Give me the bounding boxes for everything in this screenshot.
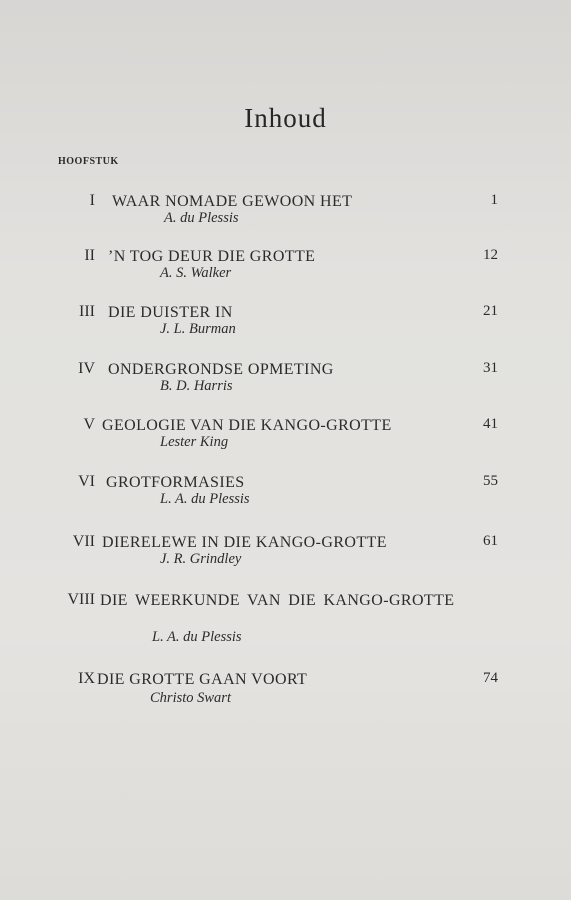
chapter-number: III xyxy=(79,303,95,320)
chapter-title: DIE GROTTE GAAN VOORT xyxy=(97,671,308,688)
chapter-number: IV xyxy=(78,360,95,377)
chapter-number: II xyxy=(84,247,95,264)
page-number: 55 xyxy=(483,473,498,489)
chapter-title: GEOLOGIE VAN DIE KANGO-GROTTE xyxy=(102,417,392,434)
page-number: 74 xyxy=(483,670,498,686)
section-label: HOOFSTUK xyxy=(58,156,119,167)
chapter-author: J. L. Burman xyxy=(160,321,236,337)
page-number: 1 xyxy=(490,192,498,208)
chapter-number: VII xyxy=(72,533,95,550)
chapter-title: ’N TOG DEUR DIE GROTTE xyxy=(108,248,316,265)
chapter-title: DIERELEWE IN DIE KANGO-GROTTE xyxy=(102,534,387,551)
chapter-title: DIE WEERKUNDE VAN DIE KANGO-GROTTE xyxy=(100,592,455,609)
chapter-number: IX xyxy=(78,670,95,687)
chapter-number: V xyxy=(83,416,95,433)
chapter-number: VI xyxy=(78,473,95,490)
chapter-title: ONDERGRONDSE OPMETING xyxy=(108,361,334,378)
chapter-title: DIE DUISTER IN xyxy=(108,304,233,321)
page-number: 41 xyxy=(483,416,498,432)
chapter-author: A. du Plessis xyxy=(164,210,239,226)
page-number: 61 xyxy=(483,533,498,549)
chapter-author: A. S. Walker xyxy=(160,265,232,281)
page-number: 21 xyxy=(483,303,498,319)
chapter-author: L. A. du Plessis xyxy=(152,629,242,645)
page-number: 31 xyxy=(483,360,498,376)
chapter-author: B. D. Harris xyxy=(160,378,233,394)
page-title: Inhoud xyxy=(244,103,327,133)
chapter-author: L. A. du Plessis xyxy=(160,491,250,507)
page-number: 12 xyxy=(483,247,498,263)
chapter-title: WAAR NOMADE GEWOON HET xyxy=(112,193,353,210)
chapter-title: GROTFORMASIES xyxy=(106,474,245,491)
chapter-author: Christo Swart xyxy=(150,690,231,706)
chapter-number: VIII xyxy=(67,591,95,608)
chapter-author: Lester King xyxy=(160,434,229,450)
chapter-number: I xyxy=(89,192,95,209)
chapter-author: J. R. Grindley xyxy=(160,551,242,567)
